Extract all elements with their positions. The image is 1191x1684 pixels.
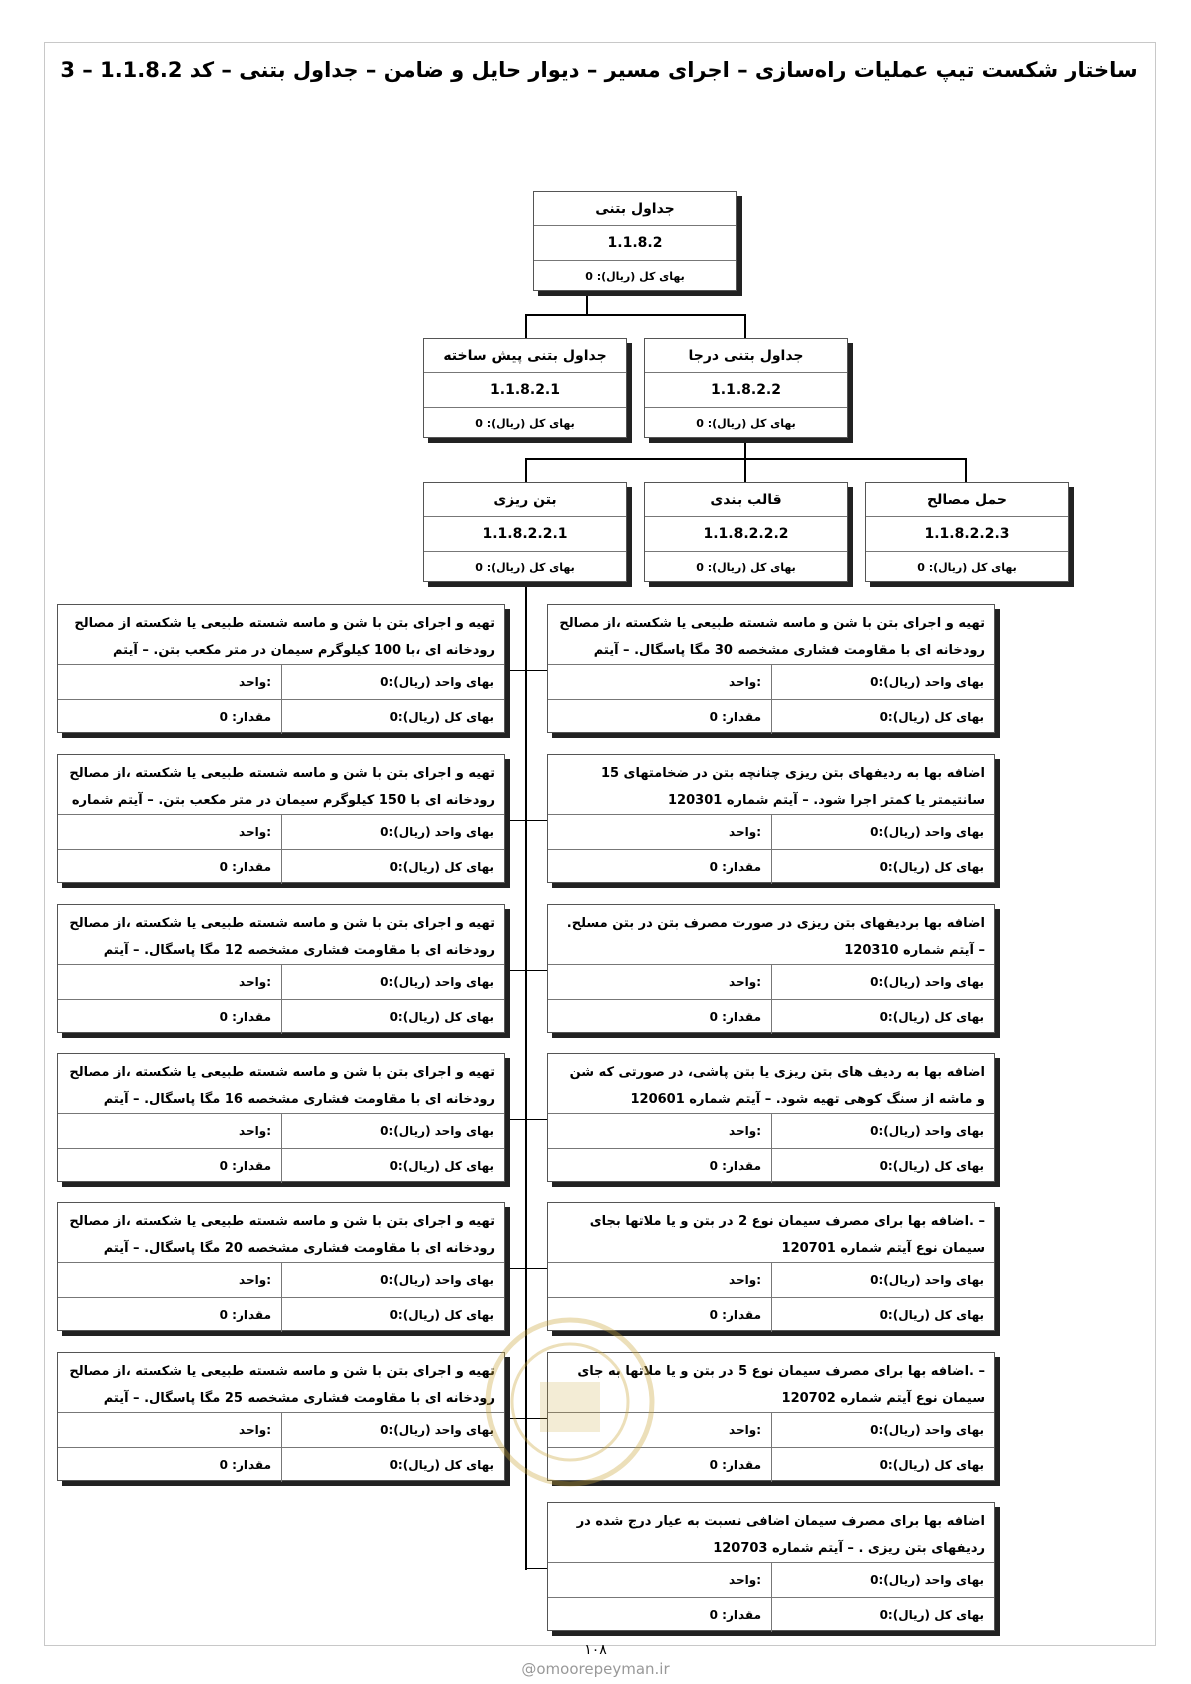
unit-price: بهای واحد (ریال):0 <box>281 815 504 849</box>
unit: :واحد <box>729 1124 761 1138</box>
connector <box>965 458 967 484</box>
wbs-node-formwork <box>644 482 848 582</box>
node-code: 1.1.8.2.2.3 <box>866 517 1068 552</box>
item-description: اضافه بها بردیفهای بتن ریزی در صورت مصرف بتن در بتن مسلح. – آیتم شماره 120310 <box>548 905 994 965</box>
quantity: مقدار: 0 <box>219 1458 271 1472</box>
unit-price: بهای واحد (ریال):0 <box>281 965 504 999</box>
node-title: حمل مصالح <box>866 483 1068 517</box>
unit: :واحد <box>239 1273 271 1287</box>
item-description: تهیه و اجرای بتن با شن و ماسه شسته طبیعی یا شکسته از مصالح رودخانه ای ،با 100 کیلوگرم سیمان در متر مکعب بتن. – آیتم <box>58 605 504 665</box>
unit-price: بهای واحد (ریال):0 <box>281 1114 504 1148</box>
node-code: 1.1.8.2.1 <box>424 373 626 408</box>
connector <box>744 458 746 484</box>
connector <box>505 970 547 971</box>
item-card <box>547 904 995 1033</box>
connector <box>525 458 527 484</box>
wbs-node-material-transport <box>865 482 1069 582</box>
unit-price: بهای واحد (ریال):0 <box>771 965 994 999</box>
unit-price: بهای واحد (ریال):0 <box>771 665 994 699</box>
page-number: ۱۰۸ <box>584 1642 607 1658</box>
unit: :واحد <box>729 1573 761 1587</box>
connector <box>505 820 547 821</box>
node-title: جداول بتنی درجا <box>645 339 847 373</box>
connector <box>586 291 588 316</box>
node-price: بهای کل (ریال): 0 <box>917 561 1017 574</box>
unit: :واحد <box>239 1423 271 1437</box>
connector <box>744 314 746 340</box>
stamp-logo <box>480 1312 660 1492</box>
item-card <box>547 1502 995 1631</box>
total-price: بهای کل (ریال):0 <box>281 1149 504 1183</box>
total-price: بهای کل (ریال):0 <box>771 850 994 884</box>
quantity: مقدار: 0 <box>709 1458 761 1472</box>
unit: :واحد <box>729 825 761 839</box>
total-price: بهای کل (ریال):0 <box>281 1448 504 1482</box>
wbs-node-concreting <box>423 482 627 582</box>
item-card <box>547 754 995 883</box>
unit-price: بهای واحد (ریال):0 <box>281 1263 504 1297</box>
connector <box>505 1268 547 1269</box>
item-description: اضافه بها به ردیفهای بتن ریزی چنانچه بتن در ضخامتهای 15 سانتیمتر یا کمتر اجرا شود. – آیتم شماره 120301 <box>548 755 994 815</box>
node-title: قالب بندی <box>645 483 847 517</box>
connector <box>525 314 527 340</box>
connector <box>505 670 547 671</box>
quantity: مقدار: 0 <box>709 1010 761 1024</box>
quantity: مقدار: 0 <box>219 1010 271 1024</box>
quantity: مقدار: 0 <box>219 860 271 874</box>
unit-price: بهای واحد (ریال):0 <box>771 815 994 849</box>
total-price: بهای کل (ریال):0 <box>771 1149 994 1183</box>
page-title: ساختار شکست تیپ عملیات راه‌سازی – اجرای مسیر – دیوار حایل و ضامن – جداول بتنی – کد 1.1.8.2 – 3 <box>60 58 1138 82</box>
item-description: – .اضافه بها برای مصرف سیمان نوع 5 در بتن و یا ملاتها به جای سیمان نوع آیتم شماره 120702 <box>548 1353 994 1413</box>
total-price: بهای کل (ریال):0 <box>771 1598 994 1632</box>
total-price: بهای کل (ریال):0 <box>771 700 994 734</box>
item-description: تهیه و اجرای بتن با شن و ماسه شسته طبیعی یا شکسته ،از مصالح رودخانه ای با مقاومت فشاری مشخصه 16 مگا پاسگال. – آیتم <box>58 1054 504 1114</box>
unit-price: بهای واحد (ریال):0 <box>771 1413 994 1447</box>
item-card <box>547 1053 995 1182</box>
quantity: مقدار: 0 <box>219 1159 271 1173</box>
connector <box>505 1119 547 1120</box>
node-title: جداول بتنی پیش ساخته <box>424 339 626 373</box>
item-card <box>57 1202 505 1331</box>
unit: :واحد <box>729 1423 761 1437</box>
unit: :واحد <box>239 975 271 989</box>
quantity: مقدار: 0 <box>709 1159 761 1173</box>
item-description: – .اضافه بها برای مصرف سیمان نوع 2 در بتن و یا ملاتها بجای سیمان نوع آیتم شماره 120701 <box>548 1203 994 1263</box>
total-price: بهای کل (ریال):0 <box>281 1000 504 1034</box>
total-price: بهای کل (ریال):0 <box>771 1448 994 1482</box>
unit-price: بهای واحد (ریال):0 <box>281 665 504 699</box>
node-price: بهای کل (ریال): 0 <box>475 561 575 574</box>
unit: :واحد <box>729 975 761 989</box>
item-description: تهیه و اجرای بتن با شن و ماسه شسته طبیعی یا شکسته ،از مصالح رودخانه ای با مقاومت فشاری مشخصه 25 مگا پاسگال. – آیتم <box>58 1353 504 1413</box>
node-title: جداول بتنی <box>534 192 736 226</box>
item-card <box>57 1053 505 1182</box>
quantity: مقدار: 0 <box>709 710 761 724</box>
wbs-node-precast <box>423 338 627 438</box>
unit: :واحد <box>239 825 271 839</box>
item-card <box>57 1352 505 1481</box>
item-card <box>57 604 505 733</box>
wbs-root-node <box>533 191 737 291</box>
node-title: بتن ریزی <box>424 483 626 517</box>
node-code: 1.1.8.2.2.2 <box>645 517 847 552</box>
total-price: بهای کل (ریال):0 <box>281 1298 504 1332</box>
connector <box>525 314 746 316</box>
unit: :واحد <box>729 675 761 689</box>
wbs-node-cast-in-place <box>644 338 848 438</box>
quantity: مقدار: 0 <box>709 1608 761 1622</box>
quantity: مقدار: 0 <box>219 1308 271 1322</box>
connector <box>525 458 967 460</box>
unit: :واحد <box>239 1124 271 1138</box>
item-card <box>547 604 995 733</box>
total-price: بهای کل (ریال):0 <box>771 1000 994 1034</box>
quantity: مقدار: 0 <box>219 710 271 724</box>
unit-price: بهای واحد (ریال):0 <box>771 1563 994 1597</box>
quantity: مقدار: 0 <box>709 860 761 874</box>
node-price: بهای کل (ریال): 0 <box>585 270 685 283</box>
unit-price: بهای واحد (ریال):0 <box>771 1263 994 1297</box>
total-price: بهای کل (ریال):0 <box>281 850 504 884</box>
item-description: تهیه و اجرای بتن با شن و ماسه شسته طبیعی یا شکسته ،از مصالح رودخانه ای با مقاومت فشاری مشخصه 12 مگا پاسگال. – آیتم <box>58 905 504 965</box>
total-price: بهای کل (ریال):0 <box>281 700 504 734</box>
connector <box>527 1568 547 1569</box>
item-description: اضافه بها به ردیف های بتن ریزی یا بتن پاشی، در صورتی که شن و ماشه از سنگ کوهی تهیه شود. – آیتم شماره 120601 <box>548 1054 994 1114</box>
connector <box>744 437 746 460</box>
node-price: بهای کل (ریال): 0 <box>696 417 796 430</box>
quantity: مقدار: 0 <box>709 1308 761 1322</box>
item-description: تهیه و اجرای بتن با شن و ماسه شسته طبیعی یا شکسته ،از مصالح رودخانه ای با مقاومت فشاری مشخصه 20 مگا پاسگال. – آیتم <box>58 1203 504 1263</box>
watermark-url: @omoorepeyman.ir <box>521 1660 670 1678</box>
node-code: 1.1.8.2.2.1 <box>424 517 626 552</box>
item-card <box>57 904 505 1033</box>
unit-price: بهای واحد (ریال):0 <box>281 1413 504 1447</box>
unit: :واحد <box>729 1273 761 1287</box>
item-card <box>57 754 505 883</box>
node-code: 1.1.8.2 <box>534 226 736 261</box>
node-code: 1.1.8.2.2 <box>645 373 847 408</box>
unit: :واحد <box>239 675 271 689</box>
node-price: بهای کل (ریال): 0 <box>696 561 796 574</box>
item-description: تهیه و اجرای بتن با شن و ماسه شسته طبیعی یا شکسته ،از مصالح رودخانه ای با 150 کیلوگرم سیمان در متر مکعب بتن. – آیتم شماره <box>58 755 504 815</box>
node-price: بهای کل (ریال): 0 <box>475 417 575 430</box>
item-description: تهیه و اجرای بتن با شن و ماسه شسته طبیعی یا شکسته ،از مصالح رودخانه ای با مقاومت فشاری مشخصه 30 مگا پاسگال. – آیتم <box>548 605 994 665</box>
total-price: بهای کل (ریال):0 <box>771 1298 994 1332</box>
unit-price: بهای واحد (ریال):0 <box>771 1114 994 1148</box>
item-description: اضافه بها برای مصرف سیمان اضافی نسبت به عیار درج شده در ردیفهای بتن ریزی . – آیتم شماره 120703 <box>548 1503 994 1563</box>
